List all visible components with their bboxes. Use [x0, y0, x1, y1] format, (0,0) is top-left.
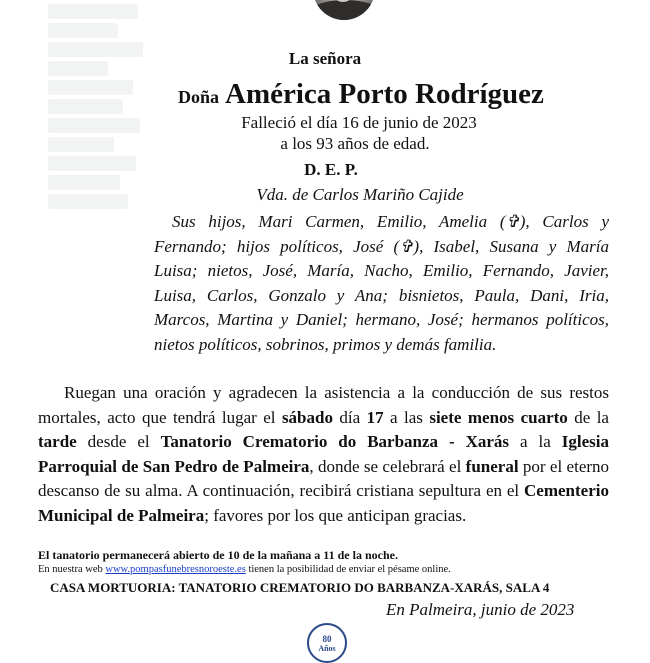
tanatorio-hours-note: El tanatorio permanecerá abierto de 10 de la mañana a 11 de la noche. — [38, 548, 398, 562]
title-la-senora: La señora — [288, 49, 362, 68]
family-list: Sus hijos, Mari Carmen, Emilio, Amelia (✞), Carlos y Fernando; hijos políticos, José (✞), Isabel, Susana y María Luisa; nietos, José, María, Nacho, Emilio, Fernando, Javier, Luisa, Carlos, Gonzalo y Ana; bisnietos, Paula, Dani, Iria, Marcos, Martina y Daniel; hermano, José; hermanos políticos, nietos políticos, sobrinos, primos y demás familia. — [154, 212, 609, 354]
honorific: Doña — [178, 87, 220, 107]
web-note: En nuestra web www.pompasfunebresnoroeste.es tienen la posibilidad de enviar el pésame online. — [38, 564, 451, 575]
dep-label: D. E. P. — [304, 160, 358, 179]
main-announcement: Ruegan una oración y agradecen la asistencia a la conducción de sus restos mortales, acto que tendrá lugar el sábado día 17 a las siete menos cuarto de la tarde desde el Tanatorio Crematorio do Barbanza - Xarás a la Iglesia Parroquial de San Pedro de Palmeira, donde se celebrará el funeral por el eterno descanso de su alma. A continuación, recibirá cristiana sepultura en el Cementerio Municipal de Palmeira; favores por los que anticipan gracias. — [38, 383, 610, 525]
casa-mortuoria: CASA MORTUORIA: TANATORIO CREMATORIO DO BARBANZA-XARÁS, SALA 4 — [50, 580, 550, 595]
website-link[interactable]: www.pompasfunebresnoroeste.es — [105, 564, 246, 575]
name-text: América Porto Rodríguez — [225, 78, 544, 110]
age-at-death: a los 93 años de edad. — [280, 134, 430, 153]
death-date: Falleció el día 16 de junio de 2023 — [241, 113, 477, 132]
anniversary-seal-logo: 80 Años — [307, 623, 347, 663]
portrait-photo — [313, 0, 375, 20]
widow-of: Vda. de Carlos Mariño Cajide — [256, 185, 464, 204]
place-date: En Palmeira, junio de 2023 — [386, 600, 575, 619]
deceased-name — [178, 78, 544, 111]
